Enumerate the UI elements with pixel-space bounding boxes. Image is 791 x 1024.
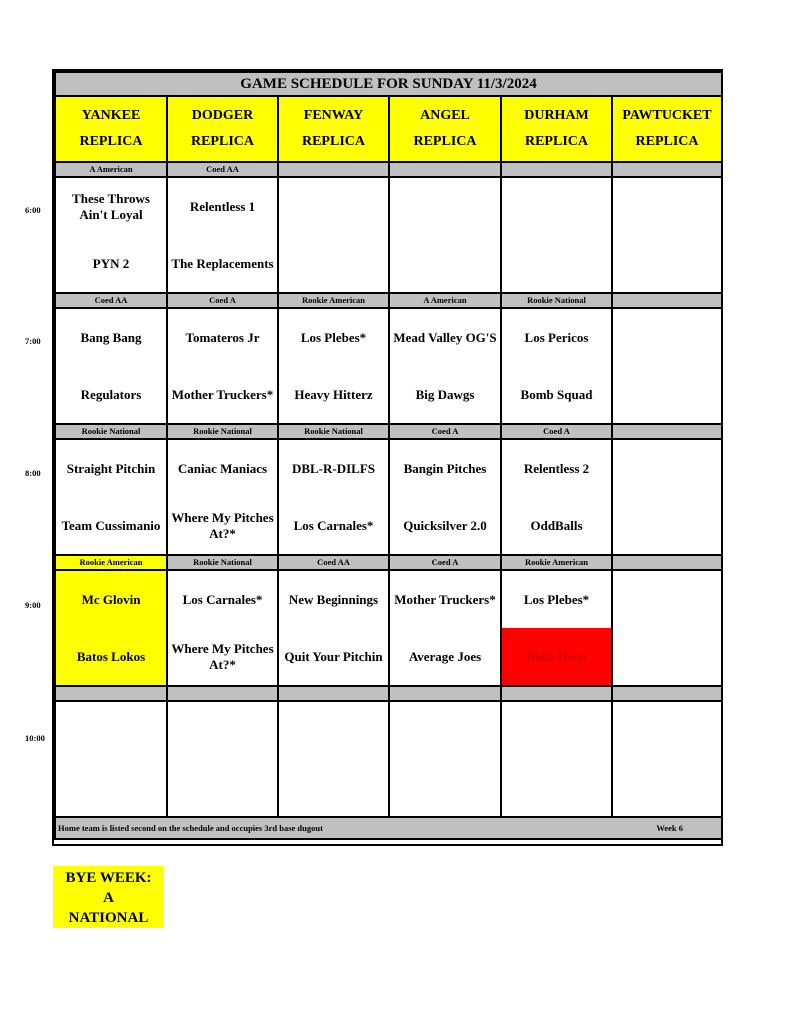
- field-header: [55, 96, 167, 162]
- game-row: [55, 308, 722, 424]
- matchup: [56, 571, 166, 685]
- home-team: Quit Your Pitchin: [284, 648, 383, 664]
- time-label: 8:00: [25, 468, 41, 478]
- home-team: Big Dawgs: [415, 386, 475, 402]
- home-team: [502, 235, 611, 292]
- home-team: Bomb Squad: [520, 386, 593, 402]
- division-label: Rookie American: [55, 555, 167, 570]
- home-team: The Replacements: [171, 255, 274, 271]
- schedule-table: [54, 71, 723, 840]
- home-team: [613, 366, 721, 423]
- field-subtitle: REPLICA: [413, 134, 477, 149]
- division-label: A American: [389, 293, 501, 308]
- time-label: 7:00: [25, 336, 41, 346]
- division-label: [167, 686, 278, 701]
- game-row: [55, 701, 722, 817]
- away-team: Caniac Maniacs: [177, 460, 268, 476]
- division-label: Rookie American: [501, 555, 612, 570]
- home-team: Los Carnales*: [293, 517, 374, 533]
- game-cell: [167, 701, 278, 817]
- time-label: 6:00: [25, 205, 41, 215]
- away-team: [279, 702, 388, 759]
- game-cell: [501, 308, 612, 424]
- field-subtitle: REPLICA: [79, 134, 143, 149]
- game-cell: [55, 439, 167, 555]
- home-team: [613, 759, 721, 816]
- game-cell: [501, 177, 612, 293]
- home-team: Average Joes: [408, 648, 482, 664]
- division-label: [612, 424, 722, 439]
- away-team: Bang Bang: [80, 329, 142, 345]
- division-label: Coed A: [501, 424, 612, 439]
- week-label: Week 6: [656, 823, 684, 833]
- game-cell: [501, 570, 612, 686]
- home-team: [168, 759, 277, 816]
- division-label: Rookie National: [167, 424, 278, 439]
- away-team: [390, 702, 500, 759]
- division-label: [389, 686, 501, 701]
- division-label: [612, 162, 722, 177]
- game-cell: [501, 701, 612, 817]
- home-team: [279, 759, 388, 816]
- away-team: Mc Glovin: [81, 591, 141, 607]
- game-cell: [612, 570, 722, 686]
- game-cell: [612, 701, 722, 817]
- home-team: [613, 235, 721, 292]
- division-label: [612, 293, 722, 308]
- field-header: [278, 96, 389, 162]
- away-team: [613, 571, 721, 628]
- home-team: Team Cussimanio: [61, 517, 161, 533]
- division-row: [55, 686, 722, 701]
- bye-week-label: BYE WEEK:: [65, 870, 152, 886]
- division-label: Coed AA: [55, 293, 167, 308]
- home-team: Ballz Deep: [502, 628, 611, 685]
- game-cell: [167, 177, 278, 293]
- game-cell: [278, 570, 389, 686]
- game-row: [55, 570, 722, 686]
- away-team: Mother Truckers*: [394, 591, 496, 607]
- matchup: [279, 440, 388, 554]
- home-team: Where My Pitches At?*: [171, 640, 274, 672]
- game-cell: [389, 570, 501, 686]
- division-label: Rookie National: [167, 555, 278, 570]
- division-row: [55, 293, 722, 308]
- away-team: [613, 702, 721, 759]
- matchup: [168, 702, 277, 816]
- time-label: 9:00: [25, 600, 41, 610]
- matchup: [613, 702, 721, 816]
- matchup: [279, 702, 388, 816]
- matchup: [390, 571, 500, 685]
- matchup: [390, 178, 500, 292]
- division-label: Rookie National: [501, 293, 612, 308]
- away-team: Bangin Pitches: [403, 460, 487, 476]
- game-cell: [55, 177, 167, 293]
- home-team: [613, 628, 721, 685]
- game-cell: [389, 308, 501, 424]
- game-cell: [167, 439, 278, 555]
- division-row: [55, 162, 722, 177]
- division-label: [612, 555, 722, 570]
- matchup: [502, 702, 611, 816]
- schedule-sheet: [52, 69, 723, 846]
- field-header: [501, 96, 612, 162]
- field-subtitle: REPLICA: [301, 134, 365, 149]
- field-subtitle: REPLICA: [635, 134, 699, 149]
- game-cell: [55, 701, 167, 817]
- game-cell: [612, 177, 722, 293]
- away-team: Los Plebes*: [300, 329, 367, 345]
- away-team: These Throws Ain't Loyal: [72, 190, 150, 222]
- matchup: [279, 178, 388, 292]
- footer-content: [56, 823, 721, 833]
- field-name: DURHAM: [524, 108, 589, 123]
- matchup: [502, 178, 611, 292]
- away-team: [613, 440, 721, 497]
- game-cell: [278, 439, 389, 555]
- footer-row: [55, 817, 722, 839]
- away-team: Tomateros Jr: [185, 329, 260, 345]
- away-team: Straight Pitchin: [66, 460, 156, 476]
- matchup: [168, 309, 277, 423]
- away-team: [168, 702, 277, 759]
- matchup: [390, 702, 500, 816]
- matchup: [613, 178, 721, 292]
- home-team: [390, 235, 500, 292]
- field-name: YANKEE: [81, 108, 141, 123]
- division-label: [612, 686, 722, 701]
- game-cell: [278, 177, 389, 293]
- away-team: Los Plebes*: [523, 591, 590, 607]
- away-team: [613, 178, 721, 235]
- home-team: PYN 2: [92, 255, 130, 271]
- home-team: Batos Lokos: [76, 648, 146, 664]
- away-team: Los Carnales*: [182, 591, 263, 607]
- schedule-title: GAME SCHEDULE FOR SUNDAY 11/3/2024: [55, 72, 722, 96]
- away-team: [502, 178, 611, 235]
- game-row: [55, 439, 722, 555]
- game-cell: [278, 701, 389, 817]
- matchup: [279, 309, 388, 423]
- matchup: [613, 440, 721, 554]
- game-row: [55, 177, 722, 293]
- matchup: [168, 178, 277, 292]
- game-cell: [612, 439, 722, 555]
- away-team: [390, 178, 500, 235]
- game-cell: [167, 570, 278, 686]
- time-label: 10:00: [25, 733, 45, 743]
- division-label: [278, 162, 389, 177]
- field-header: [167, 96, 278, 162]
- division-label: Coed A: [389, 424, 501, 439]
- matchup: [390, 309, 500, 423]
- game-cell: [501, 439, 612, 555]
- away-team: [502, 702, 611, 759]
- game-cell: [612, 308, 722, 424]
- division-label: [278, 686, 389, 701]
- division-label: Rookie National: [55, 424, 167, 439]
- game-cell: [389, 701, 501, 817]
- field-subtitle: REPLICA: [524, 134, 588, 149]
- game-cell: [55, 308, 167, 424]
- away-team: Relentless 1: [189, 198, 256, 214]
- home-team: Quicksilver 2.0: [403, 517, 487, 533]
- away-team: [56, 702, 166, 759]
- division-label: [501, 162, 612, 177]
- matchup: [613, 571, 721, 685]
- home-team: [502, 759, 611, 816]
- home-team: [390, 759, 500, 816]
- matchup: [502, 309, 611, 423]
- game-cell: [278, 308, 389, 424]
- home-team: [279, 235, 388, 292]
- division-label: [55, 686, 167, 701]
- matchup: [168, 440, 277, 554]
- home-team: [613, 497, 721, 554]
- away-team: New Beginnings: [288, 591, 379, 607]
- field-subtitle: REPLICA: [190, 134, 254, 149]
- matchup: [56, 309, 166, 423]
- field-header: [612, 96, 722, 162]
- matchup: [613, 309, 721, 423]
- footer-note: Home team is listed second on the schedule and occupies 3rd base dugout: [58, 823, 323, 833]
- matchup: [56, 178, 166, 292]
- matchup: [502, 440, 611, 554]
- away-team: DBL-R-DILFS: [291, 460, 376, 476]
- division-label: Rookie American: [278, 293, 389, 308]
- bye-week-division-letter: A: [103, 890, 114, 906]
- field-header: [389, 96, 501, 162]
- home-team: [56, 759, 166, 816]
- away-team: [613, 309, 721, 366]
- away-team: [279, 178, 388, 235]
- footer-cell: [55, 817, 722, 839]
- field-name: PAWTUCKET: [622, 108, 712, 123]
- division-label: Rookie National: [278, 424, 389, 439]
- division-label: Coed AA: [278, 555, 389, 570]
- division-label: [501, 686, 612, 701]
- home-team: OddBalls: [530, 517, 583, 533]
- division-row: [55, 555, 722, 570]
- matchup: [168, 571, 277, 685]
- home-team: Where My Pitches At?*: [171, 509, 274, 541]
- away-team: Los Pericos: [524, 329, 589, 345]
- division-label: [389, 162, 501, 177]
- field-name: ANGEL: [420, 108, 470, 123]
- matchup: [390, 440, 500, 554]
- matchup: [279, 571, 388, 685]
- game-cell: [55, 570, 167, 686]
- division-label: Coed A: [167, 293, 278, 308]
- division-row: [55, 424, 722, 439]
- field-name: DODGER: [191, 108, 254, 123]
- division-label: Coed A: [389, 555, 501, 570]
- field-name: FENWAY: [303, 108, 364, 123]
- home-team: Regulators: [80, 386, 142, 402]
- division-label: A American: [55, 162, 167, 177]
- game-cell: [389, 177, 501, 293]
- home-team: Mother Truckers*: [171, 386, 274, 402]
- matchup: [502, 571, 611, 685]
- home-team: Heavy Hitterz: [294, 386, 373, 402]
- away-team: Relentless 2: [523, 460, 590, 476]
- bye-week-division-name: NATIONAL: [68, 910, 149, 926]
- matchup: [56, 440, 166, 554]
- division-label: Coed AA: [167, 162, 278, 177]
- bye-week-box: [53, 866, 164, 928]
- game-cell: [389, 439, 501, 555]
- matchup: [56, 702, 166, 816]
- away-team: Mead Valley OG'S: [393, 329, 497, 345]
- game-cell: [167, 308, 278, 424]
